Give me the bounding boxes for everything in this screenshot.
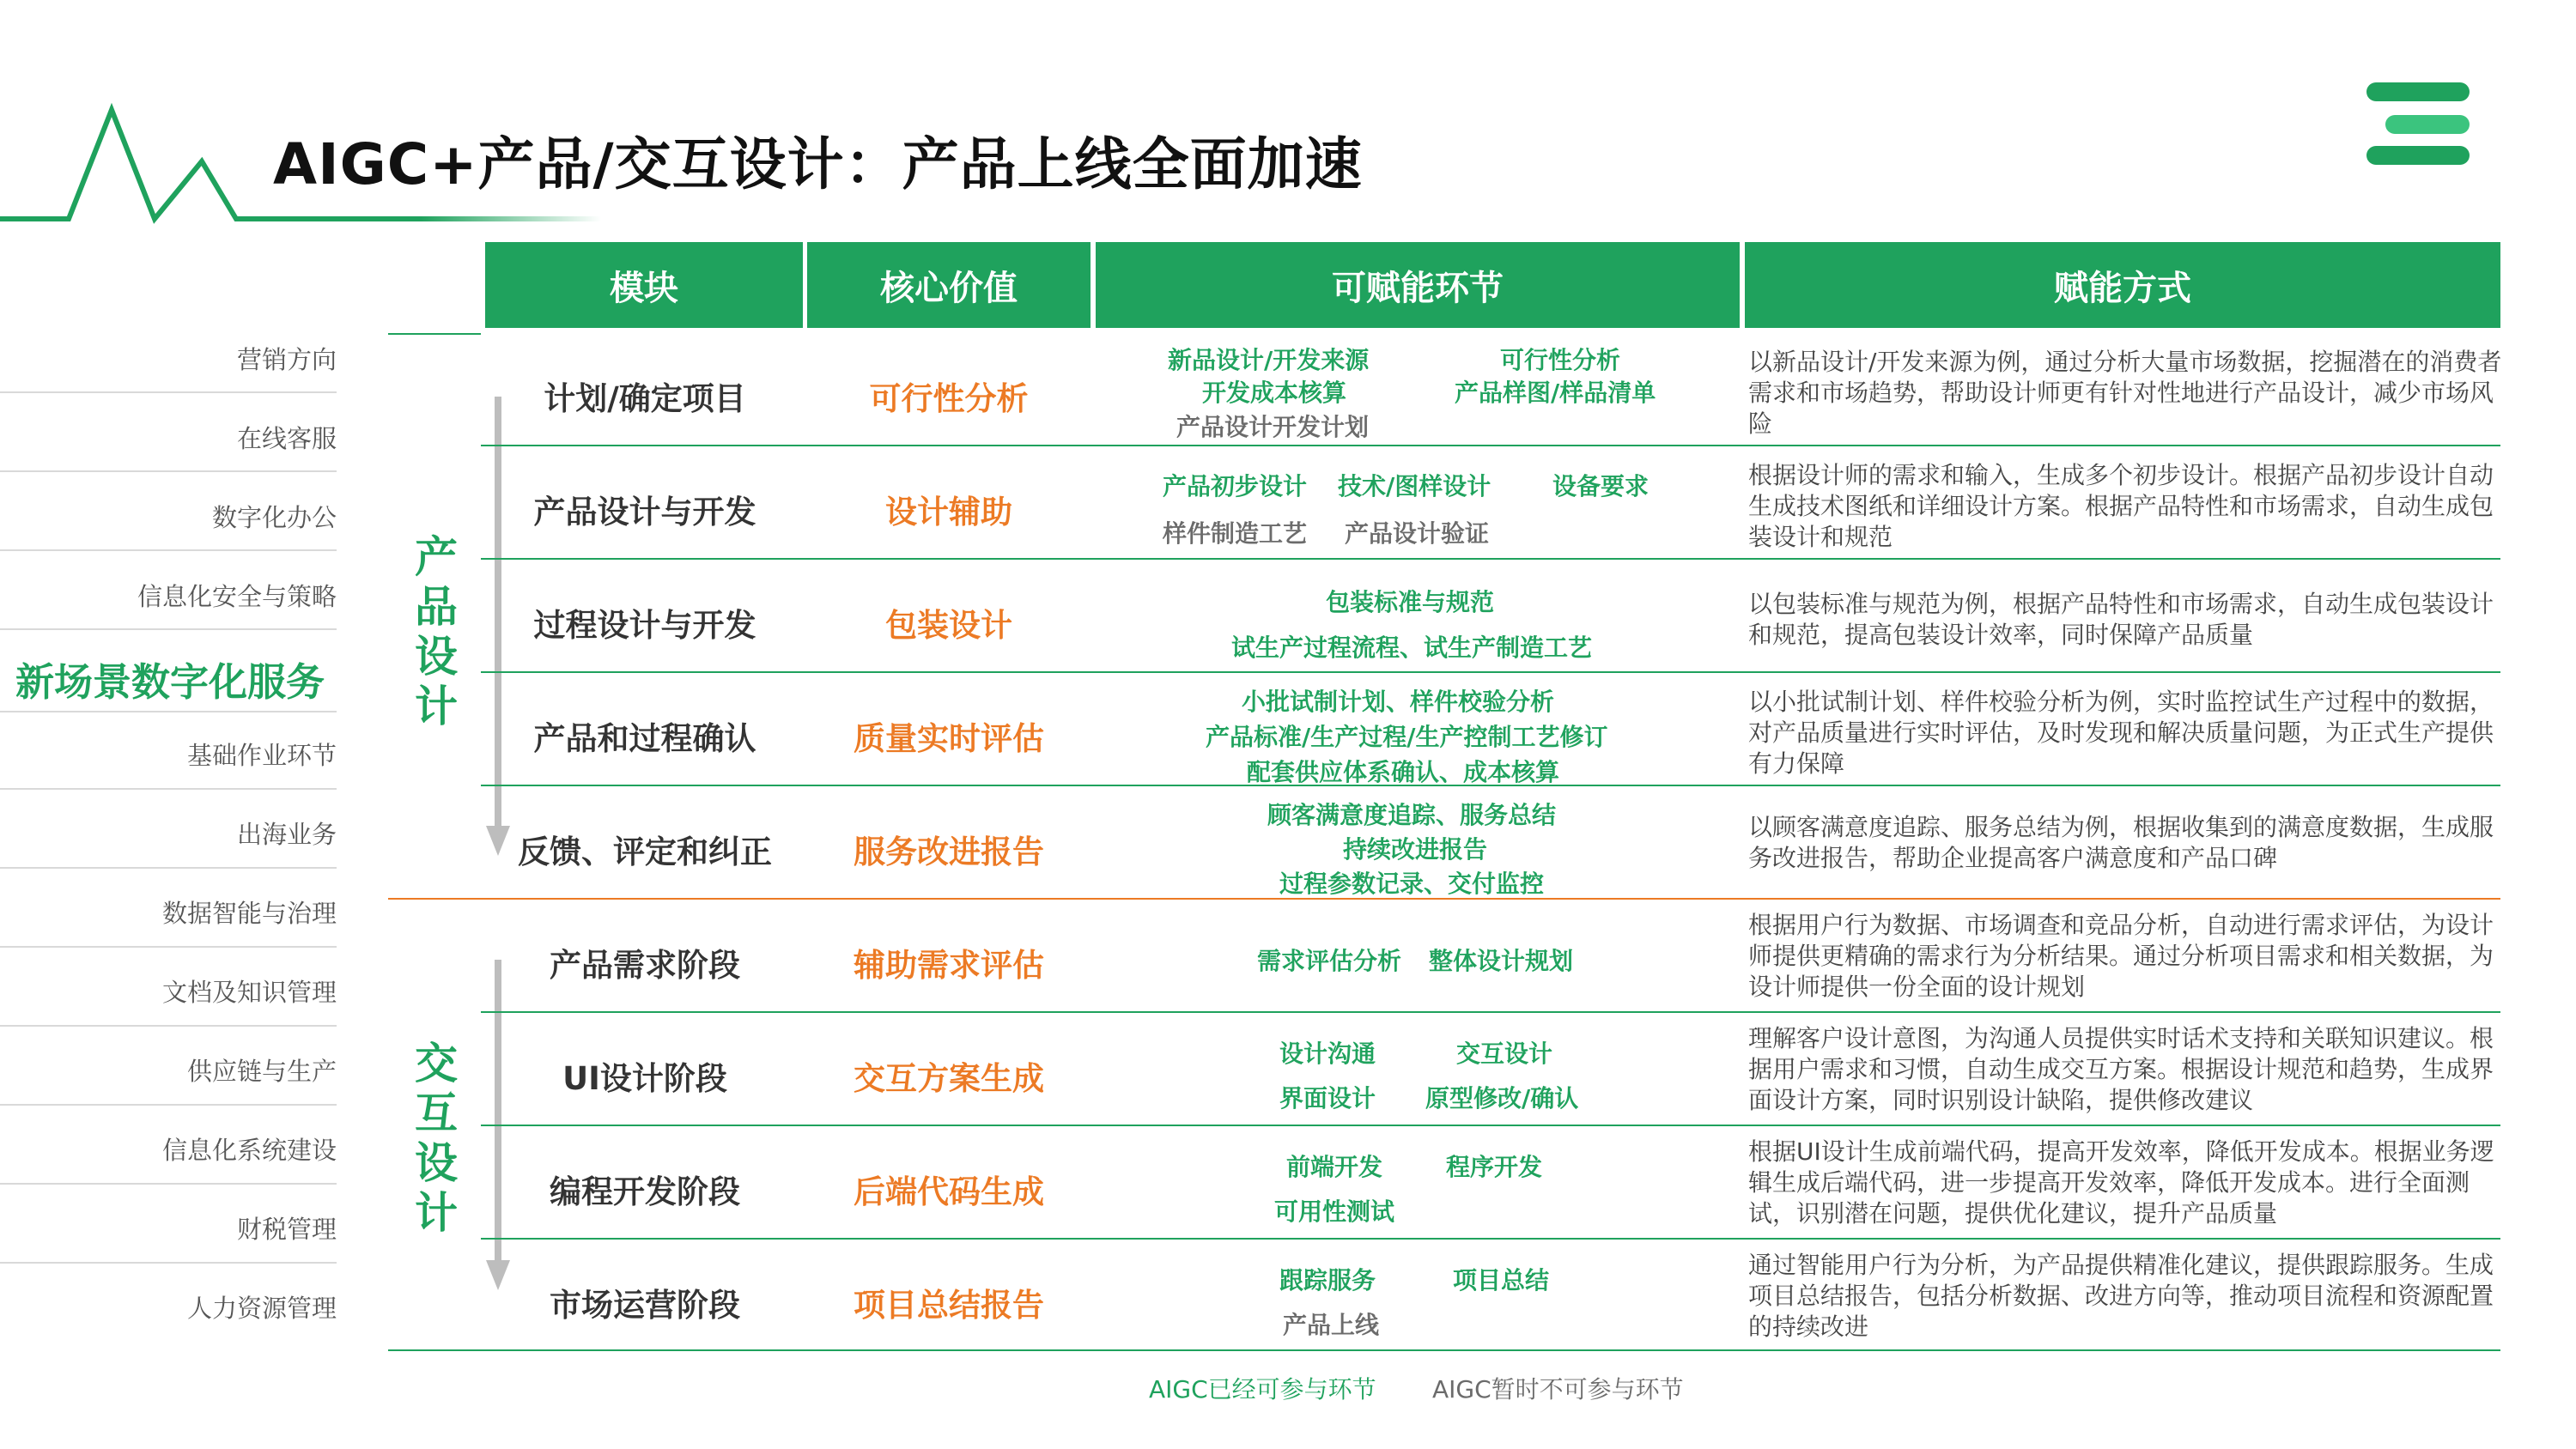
method-cell: 以小批试制计划、样件校验分析为例，实时监控试生产过程中的数据，对产品质量进行实时评估，及时发现和解决质量问题，为正式生产提供有力保障 (1748, 688, 2494, 778)
down-arrow-icon (481, 960, 515, 1294)
value-cell: 包装设计 (885, 607, 1012, 644)
method-cell: 根据UI设计生成前端代码，提高开发效率，降低开发成本。根据业务逻辑生成后端代码，进一步提高开发效率，降低开发成本。进行全面测试，识别潜在问题，提供优化建议，提升产品质量 (1748, 1137, 2494, 1228)
link-tag: 需求评估分析 (1257, 947, 1402, 975)
value-cell: 服务改进报告 (854, 834, 1044, 870)
sidebar-item-overseas[interactable]: 出海业务 (236, 820, 337, 849)
value-cell: 辅助需求评估 (854, 947, 1044, 984)
link-tag: 跟踪服务 (1279, 1266, 1376, 1294)
row-divider (481, 445, 2500, 446)
module-cell: 产品设计与开发 (533, 494, 756, 530)
group-label-interaction-design: 交互设计 (415, 1039, 458, 1238)
link-tag: 过程参数记录、交付监控 (1279, 870, 1545, 898)
legend-inactive: AIGC暂时不可参与环节 (1432, 1375, 1684, 1404)
link-tag-inactive: 产品设计验证 (1345, 519, 1490, 548)
divider (0, 1025, 337, 1027)
link-tag: 产品标准/生产过程/生产控制工艺修订 (1206, 723, 1608, 751)
module-cell: 产品和过程确认 (533, 720, 756, 757)
header-module: 模块 (485, 242, 803, 328)
link-tag: 设备要求 (1552, 472, 1649, 500)
group-label-product-design: 产品设计 (415, 532, 458, 731)
brand-logo-icon (2366, 81, 2470, 167)
module-cell: 计划/确定项目 (544, 380, 746, 417)
link-tag: 产品样图/样品清单 (1455, 379, 1656, 407)
method-cell: 根据设计师的需求和输入，生成多个初步设计。根据产品初步设计自动生成技术图纸和详细设计方案。根据产品特性和市场需求，自动生成包装设计和规范 (1748, 461, 2494, 551)
divider (0, 391, 337, 393)
sidebar-item-security[interactable]: 信息化安全与策略 (137, 582, 337, 611)
divider (0, 1104, 337, 1106)
link-tag: 可行性分析 (1500, 346, 1621, 374)
value-cell: 质量实时评估 (854, 720, 1044, 757)
link-tag: 设计沟通 (1279, 1040, 1376, 1068)
module-cell: 过程设计与开发 (533, 607, 756, 644)
link-tag: 可用性测试 (1274, 1197, 1395, 1226)
legend-active: AIGC已经可参与环节 (1149, 1375, 1376, 1404)
header-core-value: 核心价值 (807, 242, 1091, 328)
sidebar-item-hr[interactable]: 人力资源管理 (186, 1294, 337, 1323)
link-tag-inactive: 产品上线 (1283, 1311, 1380, 1339)
sidebar-item-new-scene-active[interactable]: 新场景数字化服务 (15, 659, 325, 705)
row-divider (388, 1349, 2500, 1351)
link-tag: 包装标准与规范 (1326, 588, 1495, 616)
link-tag: 小批试制计划、样件校验分析 (1242, 688, 1555, 716)
module-cell: 产品需求阶段 (550, 947, 740, 984)
link-tag: 试生产过程流程、试生产制造工艺 (1231, 634, 1593, 662)
header-method: 赋能方式 (1745, 242, 2500, 328)
row-divider (481, 558, 2500, 560)
method-cell: 根据用户行为数据、市场调查和竞品分析，自动进行需求评估，为设计师提供更精确的需求行为分析结果。通过分析项目需求和相关数据，为设计师提供一份全面的设计规划 (1748, 911, 2494, 1001)
sidebar-item-marketing[interactable]: 营销方向 (236, 345, 337, 374)
link-tag: 项目总结 (1453, 1266, 1550, 1294)
link-tag: 交互设计 (1456, 1040, 1553, 1068)
sidebar-item-customer-service[interactable]: 在线客服 (236, 424, 337, 453)
divider (0, 470, 337, 472)
method-cell: 以顾客满意度追踪、服务总结为例，根据收集到的满意度数据，生成服务改进报告，帮助企业提高客户满意度和产品口碑 (1748, 813, 2494, 872)
divider (0, 867, 337, 869)
sidebar-item-finance-tax[interactable]: 财税管理 (236, 1215, 337, 1244)
method-cell: 通过智能用户行为分析，为产品提供精准化建议，提供跟踪服务。生成项目总结报告，包括分析数据、改进方向等，推动项目流程和资源配置的持续改进 (1748, 1251, 2494, 1341)
link-tag: 前端开发 (1286, 1153, 1383, 1181)
sidebar-item-basic-ops[interactable]: 基础作业环节 (186, 741, 337, 770)
link-tag-inactive: 产品设计开发计划 (1176, 413, 1370, 441)
link-tag: 配套供应体系确认、成本核算 (1247, 758, 1560, 786)
value-cell: 项目总结报告 (854, 1287, 1044, 1324)
link-tag: 产品初步设计 (1163, 472, 1308, 500)
divider (0, 788, 337, 790)
header-enabled-links: 可赋能环节 (1096, 242, 1740, 328)
divider (0, 549, 337, 551)
value-cell: 交互方案生成 (854, 1060, 1044, 1097)
link-tag: 整体设计规划 (1429, 947, 1574, 975)
divider (388, 333, 481, 335)
sidebar-item-knowledge[interactable]: 文档及知识管理 (161, 978, 337, 1007)
link-tag: 持续改进报告 (1343, 835, 1488, 864)
value-cell: 设计辅助 (885, 494, 1012, 530)
row-divider (481, 1011, 2500, 1013)
page-title: AIGC+产品/交互设计：产品上线全面加速 (273, 131, 1363, 197)
method-cell: 以包装标准与规范为例，根据产品特性和市场需求，自动生成包装设计和规范，提高包装设计效率，同时保障产品质量 (1748, 590, 2494, 649)
link-tag-inactive: 样件制造工艺 (1163, 519, 1308, 548)
link-tag: 顾客满意度追踪、服务总结 (1267, 801, 1557, 829)
link-tag: 技术/图样设计 (1338, 472, 1492, 500)
method-cell: 理解客户设计意图，为沟通人员提供实时话术支持和关联知识建议。根据用户需求和习惯，自动生成交互方案。根据设计规范和趋势，生成界面设计方案，同时识别设计缺陷，提供修改建议 (1748, 1024, 2494, 1114)
sidebar-item-digital-office[interactable]: 数字化办公 (211, 503, 337, 532)
row-divider (481, 1125, 2500, 1126)
divider (0, 711, 337, 712)
module-cell: 反馈、评定和纠正 (518, 834, 772, 870)
link-tag: 程序开发 (1446, 1153, 1543, 1181)
sidebar-item-it-systems[interactable]: 信息化系统建设 (161, 1136, 337, 1165)
divider (0, 946, 337, 948)
link-tag: 新品设计/开发来源 (1168, 346, 1370, 374)
module-cell: UI设计阶段 (562, 1060, 727, 1097)
sidebar-item-data-governance[interactable]: 数据智能与治理 (161, 899, 337, 928)
module-cell: 市场运营阶段 (550, 1287, 740, 1324)
divider (0, 1262, 337, 1264)
sidebar-item-supply-chain[interactable]: 供应链与生产 (186, 1057, 337, 1086)
row-divider (481, 671, 2500, 673)
link-tag: 界面设计 (1279, 1084, 1376, 1113)
module-cell: 编程开发阶段 (550, 1173, 740, 1210)
link-tag: 开发成本核算 (1202, 379, 1347, 407)
value-cell: 可行性分析 (869, 380, 1029, 417)
row-divider (481, 1238, 2500, 1240)
value-cell: 后端代码生成 (854, 1173, 1044, 1210)
method-cell: 以新品设计/开发来源为例，通过分析大量市场数据，挖掘潜在的消费者需求和市场趋势，帮助设计师更有针对性地进行产品设计，减少市场风险 (1748, 348, 2502, 438)
link-tag: 原型修改/确认 (1425, 1084, 1579, 1113)
divider (0, 1183, 337, 1185)
divider (0, 628, 337, 630)
